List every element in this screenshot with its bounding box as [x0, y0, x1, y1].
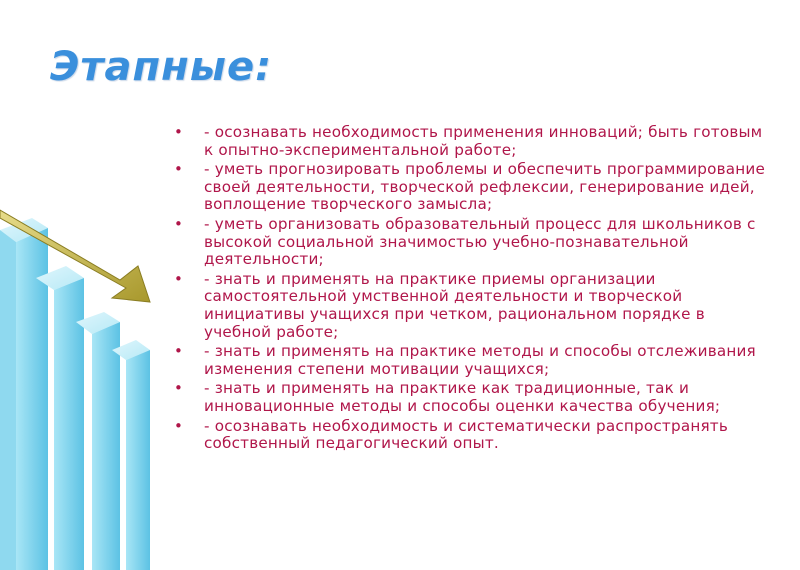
list-item: [172, 124, 772, 159]
bullet-icon: •: [174, 379, 184, 398]
list-item-text: - знать и применять на практике методы и способы отслеживания изменения степени мотивации учащихся;: [204, 342, 756, 378]
list-item: [172, 380, 772, 415]
list-item-text: - знать и применять на практике приемы организации самостоятельной умственной деятельности и творческой инициативы учащихся при четком, рациональном порядке в учебной работе;: [204, 269, 705, 341]
bullet-list: [172, 124, 772, 455]
list-item-text: - уметь прогнозировать проблемы и обеспечить программирование своей деятельности, творческой рефлексии, генерирование идей, воплощение творческого замысла;: [204, 160, 766, 214]
list-item: [172, 161, 772, 214]
bar-chart-with-arrow-icon: [0, 190, 190, 570]
bullet-icon: •: [174, 416, 184, 435]
list-item: [172, 418, 772, 453]
bullet-icon: •: [174, 123, 184, 141]
list-item-text: - знать и применять на практике как традиционные, так и инновационные методы и способы оценки качества обучения;: [204, 379, 721, 415]
list-item: [172, 343, 772, 378]
bullet-icon: •: [174, 269, 184, 288]
chart-bars: [0, 218, 150, 570]
list-item-text: - уметь организовать образовательный процесс для школьников с высокой социальной значимостью учебно-познавательной деятельности;: [204, 214, 756, 269]
list-item-text: - осознавать необходимость применения инноваций; быть готовым к опытно-экспериментальной работе;: [204, 123, 763, 159]
list-item: [172, 216, 772, 269]
bullet-icon: •: [174, 214, 184, 233]
slide-title: Этапные:: [50, 44, 273, 90]
bullet-icon: •: [174, 160, 184, 179]
list-item: [172, 271, 772, 341]
list-item-text: - осознавать необходимость и систематически распространять собственный педагогический опыт.: [204, 416, 728, 453]
bullet-icon: •: [174, 342, 184, 361]
